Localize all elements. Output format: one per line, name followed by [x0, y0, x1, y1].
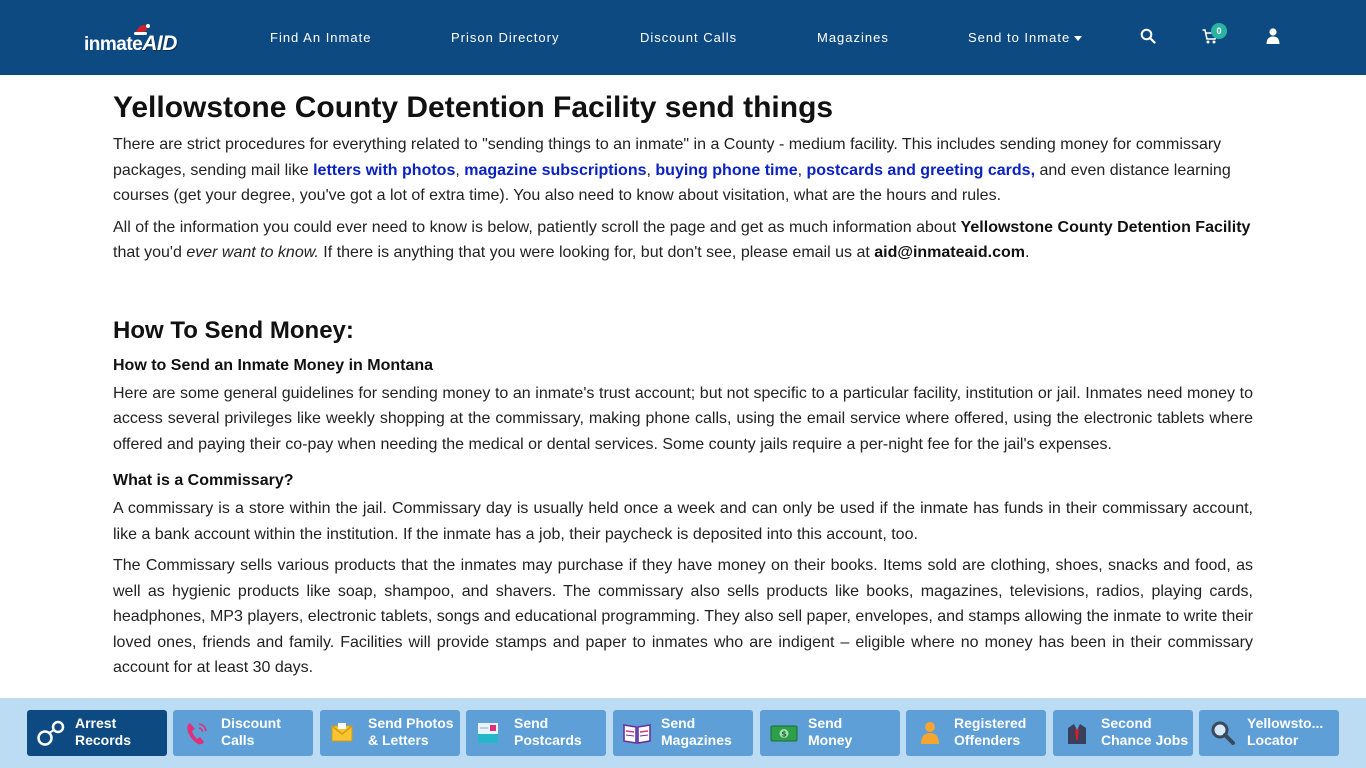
info-text-4: . — [1024, 244, 1030, 261]
person-icon — [915, 719, 945, 747]
tile-label: Yellowsto... Locator — [1247, 715, 1324, 748]
subheading-send-money-montana: How to Send an Inmate Money in Montana — [113, 356, 434, 374]
tile-send-photos-letters[interactable] — [320, 710, 460, 756]
nav-discount-calls[interactable]: Discount Calls — [640, 30, 738, 45]
paragraph-commissary-products: The Commissary sells various products that the inmates may purchase if they have money on their books. Items sold are clothing, shoes, snacks and food, as well as hygienic products like soap, shampoo, and shavers. The commissary also sells products like books, magazines, televisions, radios, playing cards, headphones, MP3 players, electronic tablets, songs and educational programming. They also sell paper, envelopes, and stamps allowing the inmate to write their loved ones, friends and family. Facilities will provide stamps and paper to inmates who are indigent – eligible where no money has been in their commissary account for at least 30 days. — [113, 557, 1253, 676]
article-content — [113, 90, 1253, 687]
info-text-2: that you'd — [113, 244, 187, 261]
info-text-1: All of the information you could ever need to know is below, patiently scroll the page and get as much information about — [113, 218, 961, 236]
inmateaid-logo[interactable] — [84, 22, 180, 56]
magazine-icon — [622, 719, 652, 747]
search-icon[interactable] — [1140, 28, 1156, 44]
tile-label: Send Photos & Letters — [368, 715, 454, 748]
tile-label: Send Magazines — [661, 715, 732, 748]
tile-send-postcards[interactable] — [466, 710, 606, 756]
tile-send-money[interactable] — [760, 710, 900, 756]
facility-name: Yellowstone County Detention Facility — [960, 218, 1251, 236]
info-text-3: If there is anything that you were looking for, but don't see, please email us at — [318, 244, 875, 261]
section-title-send-money: How To Send Money: — [113, 316, 354, 344]
nav-send-to-inmate[interactable] — [968, 30, 1082, 45]
tile-second-chance-jobs[interactable] — [1053, 710, 1193, 756]
svg-text:$: $ — [781, 729, 787, 739]
paragraph-send-money-guidelines: Here are some general guidelines for sending money to an inmate's trust account; but not specific to a particular facility, institution or jail. Inmates need money to access several privileges like weekly shopping at the commissary, making phone calls, using the email service where offered, using the electronic tablets where offered and paying their co-pay when needing the medical or dental services. Some county jails require a per-night fee for the jail's expenses. — [113, 384, 1253, 453]
page-title: Yellowstone County Detention Facility send things — [113, 91, 834, 124]
nav-magazines[interactable]: Magazines — [817, 30, 889, 45]
tile-label: Registered Offenders — [954, 715, 1027, 748]
logo-wordmark: inmateAID — [84, 32, 177, 55]
info-emphasis: ever want to know. — [186, 244, 319, 261]
nav-send-to-inmate-label: Send to Inmate — [968, 30, 1071, 45]
paragraph-commissary-definition: A commissary is a store within the jail. Commissary day is usually held once a week and can only be used if the inmate has funds in their commissary account, like a bank account within the institution. If the inmate has a job, their paycheck is deposited into this account, too. — [113, 500, 1253, 543]
tile-label: Discount Calls — [221, 715, 281, 748]
link-magazine-subscriptions[interactable]: magazine subscriptions — [464, 161, 647, 179]
caret-down-icon — [1074, 36, 1082, 41]
cart-count-badge: 0 — [1211, 23, 1227, 39]
link-letters-with-photos[interactable]: letters with photos — [313, 161, 456, 179]
tile-label: Arrest Records — [75, 715, 132, 748]
tile-send-magazines[interactable] — [613, 710, 753, 756]
intro-separator-2: , — [646, 161, 656, 179]
tile-inmate-locator[interactable] — [1199, 710, 1339, 756]
suit-icon — [1062, 719, 1092, 747]
link-postcards-and-greeting-cards[interactable]: postcards and greeting cards, — [806, 161, 1036, 179]
bottom-quick-links-bar — [0, 698, 1366, 768]
top-navigation-bar — [0, 0, 1366, 75]
tile-label: Second Chance Jobs — [1101, 715, 1189, 748]
money-icon — [769, 719, 799, 747]
handcuffs-icon — [36, 719, 66, 747]
tile-label: Send Money — [808, 715, 853, 748]
user-icon[interactable] — [1266, 28, 1280, 44]
postcard-icon — [475, 719, 505, 747]
magnifier-icon — [1208, 719, 1238, 747]
link-buying-phone-time[interactable]: buying phone time — [655, 161, 798, 179]
intro-text-2: and even distance learning courses (get your degree, you've got a lot of extra time). You also need to know about visitation, what are the hours and rules. — [113, 161, 1231, 204]
intro-paragraph — [113, 132, 1253, 209]
intro-separator-3: , — [797, 161, 807, 179]
contact-email: aid@inmateaid.com — [874, 244, 1025, 261]
info-paragraph — [113, 215, 1253, 266]
envelope-icon — [329, 719, 359, 747]
subheading-what-is-commissary: What is a Commissary? — [113, 472, 294, 489]
tile-registered-offenders[interactable] — [906, 710, 1046, 756]
intro-text-1: There are strict procedures for everything related to "sending things to an inmate" in a County - medium facility. This includes sending money for commissary packages, sending mail like — [113, 136, 1222, 179]
nav-find-an-inmate[interactable]: Find An Inmate — [270, 30, 372, 45]
nav-prison-directory[interactable]: Prison Directory — [451, 30, 560, 45]
phone-icon — [182, 719, 212, 747]
tile-label: Send Postcards — [514, 715, 582, 748]
tile-discount-calls[interactable] — [173, 710, 313, 756]
tile-arrest-records[interactable] — [27, 710, 167, 756]
intro-separator-1: , — [455, 161, 465, 179]
